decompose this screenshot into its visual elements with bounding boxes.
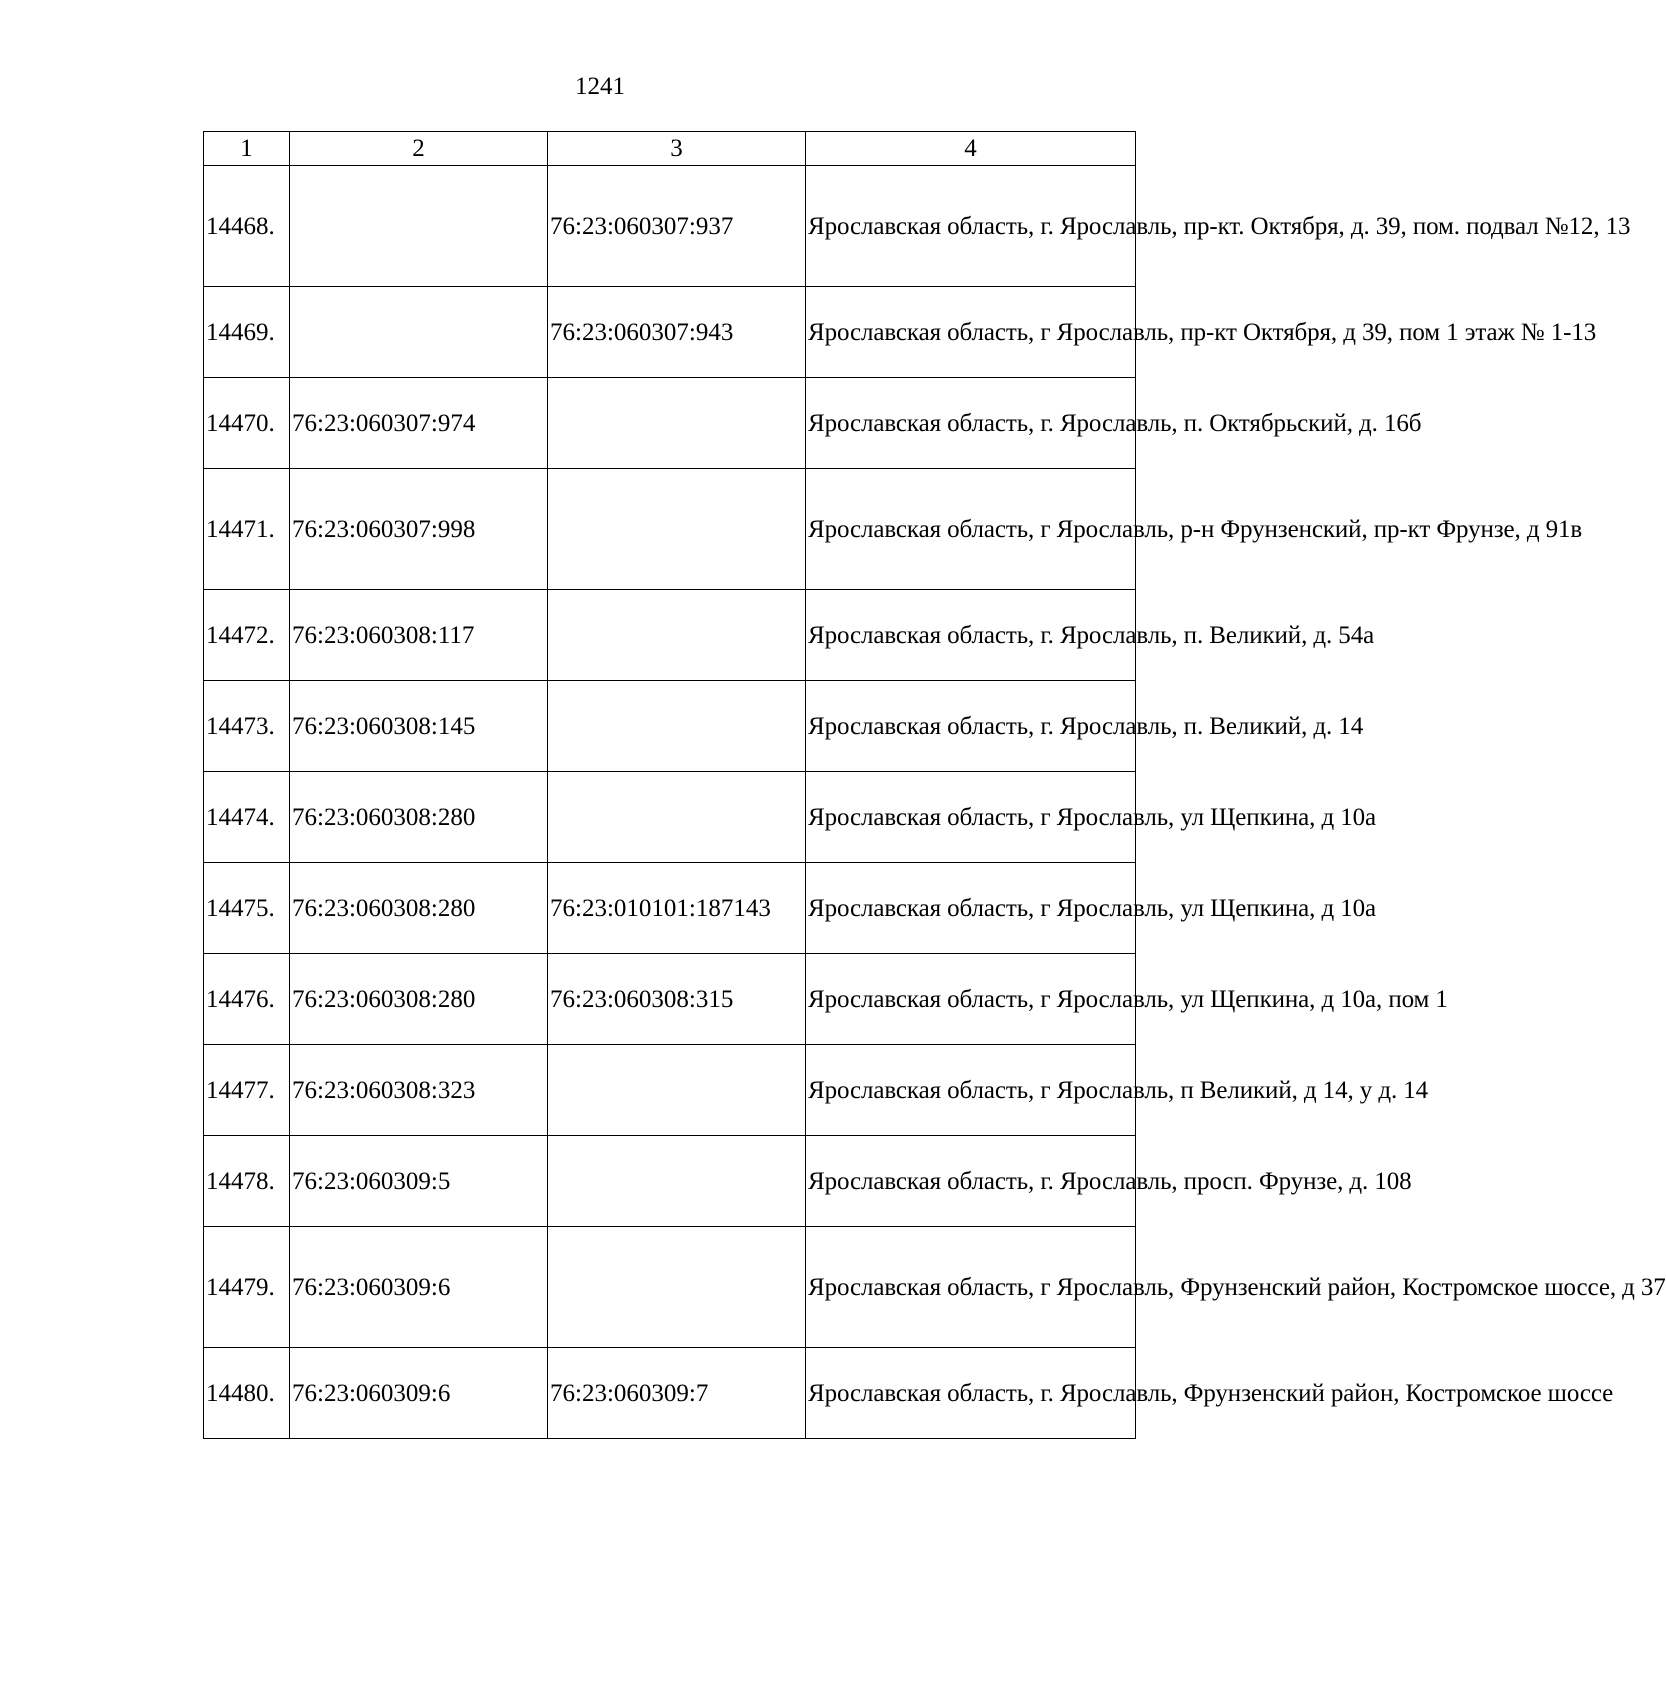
- cadastral-number-cell: 76:23:060309:6: [290, 1227, 548, 1348]
- table-row: [204, 1348, 1136, 1439]
- table-row: [204, 1045, 1136, 1136]
- table-body: [204, 166, 1666, 1439]
- table-row: [204, 378, 1136, 469]
- table-row: [204, 863, 1136, 954]
- address-cell: Ярославская область, г. Ярославль, Фрунзенский район, Костромское шоссе: [806, 1348, 1136, 1439]
- table-row: [204, 590, 1136, 681]
- row-number: 14470.: [204, 378, 290, 469]
- address-cell: Ярославская область, г Ярославль, пр-кт Октября, д 39, пом 1 этаж № 1-13: [806, 287, 1136, 378]
- page-number: 1241: [575, 73, 625, 100]
- cadastral-number-cell: 76:23:060308:323: [290, 1045, 548, 1136]
- table-row: [204, 469, 1136, 590]
- row-number: 14469.: [204, 287, 290, 378]
- table-row: [204, 287, 1136, 378]
- address-cell: Ярославская область, г. Ярославль, п. Октябрьский, д. 16б: [806, 378, 1136, 469]
- linked-cadastral-number-cell: [548, 378, 806, 469]
- cadastral-number-cell: 76:23:060308:117: [290, 590, 548, 681]
- row-number: 14476.: [204, 954, 290, 1045]
- cadastral-number-cell: 76:23:060307:998: [290, 469, 548, 590]
- linked-cadastral-number-cell: 76:23:060307:943: [548, 287, 806, 378]
- address-cell: Ярославская область, г Ярославль, Фрунзенский район, Костромское шоссе, д 37: [806, 1227, 1136, 1348]
- address-cell: Ярославская область, г. Ярославль, просп. Фрунзе, д. 108: [806, 1136, 1136, 1227]
- cadastral-number-cell: 76:23:060307:974: [290, 378, 548, 469]
- table-header: [204, 132, 1136, 166]
- cadastral-number-cell: 76:23:060308:280: [290, 863, 548, 954]
- row-number: 14472.: [204, 590, 290, 681]
- linked-cadastral-number-cell: [548, 469, 806, 590]
- row-number: 14479.: [204, 1227, 290, 1348]
- address-cell: Ярославская область, г Ярославль, ул Щепкина, д 10а: [806, 863, 1136, 954]
- row-number: 14468.: [204, 166, 290, 287]
- table-row: [204, 681, 1136, 772]
- address-cell: Ярославская область, г. Ярославль, пр-кт. Октября, д. 39, пом. подвал №12, 13: [806, 166, 1136, 287]
- row-number: 14480.: [204, 1348, 290, 1439]
- address-cell: Ярославская область, г Ярославль, ул Щепкина, д 10а, пом 1: [806, 954, 1136, 1045]
- cadastral-number-cell: 76:23:060308:280: [290, 954, 548, 1045]
- address-cell: Ярославская область, г. Ярославль, п. Великий, д. 14: [806, 681, 1136, 772]
- linked-cadastral-number-cell: [548, 681, 806, 772]
- linked-cadastral-number-cell: [548, 590, 806, 681]
- address-cell: Ярославская область, г. Ярославль, п. Великий, д. 54а: [806, 590, 1136, 681]
- cadastral-number-cell: 76:23:060308:145: [290, 681, 548, 772]
- header-col-2: 2: [290, 132, 548, 166]
- address-cell: Ярославская область, г Ярославль, р-н Фрунзенский, пр-кт Фрунзе, д 91в: [806, 469, 1136, 590]
- linked-cadastral-number-cell: [548, 1136, 806, 1227]
- row-number: 14474.: [204, 772, 290, 863]
- row-number: 14478.: [204, 1136, 290, 1227]
- header-col-4: 4: [806, 132, 1136, 166]
- row-number: 14475.: [204, 863, 290, 954]
- linked-cadastral-number-cell: 76:23:060308:315: [548, 954, 806, 1045]
- linked-cadastral-number-cell: 76:23:060309:7: [548, 1348, 806, 1439]
- cadastral-number-cell: 76:23:060309:5: [290, 1136, 548, 1227]
- cadastral-number-cell: [290, 166, 548, 287]
- row-number: 14477.: [204, 1045, 290, 1136]
- linked-cadastral-number-cell: [548, 1045, 806, 1136]
- linked-cadastral-number-cell: [548, 772, 806, 863]
- row-number: 14473.: [204, 681, 290, 772]
- cadastral-number-cell: 76:23:060308:280: [290, 772, 548, 863]
- table-row: [204, 772, 1136, 863]
- header-col-1: 1: [204, 132, 290, 166]
- address-cell: Ярославская область, г Ярославль, ул Щепкина, д 10а: [806, 772, 1136, 863]
- address-cell: Ярославская область, г Ярославль, п Великий, д 14, у д. 14: [806, 1045, 1136, 1136]
- registry-table: [203, 131, 1666, 1439]
- header-row: [204, 132, 1136, 166]
- linked-cadastral-number-cell: [548, 1227, 806, 1348]
- cadastral-number-cell: 76:23:060309:6: [290, 1348, 548, 1439]
- table-row: [204, 1136, 1136, 1227]
- table-row: [204, 166, 1136, 287]
- table-row: [204, 1227, 1136, 1348]
- linked-cadastral-number-cell: 76:23:060307:937: [548, 166, 806, 287]
- linked-cadastral-number-cell: 76:23:010101:187143: [548, 863, 806, 954]
- row-number: 14471.: [204, 469, 290, 590]
- cadastral-number-cell: [290, 287, 548, 378]
- header-col-3: 3: [548, 132, 806, 166]
- table-row: [204, 954, 1136, 1045]
